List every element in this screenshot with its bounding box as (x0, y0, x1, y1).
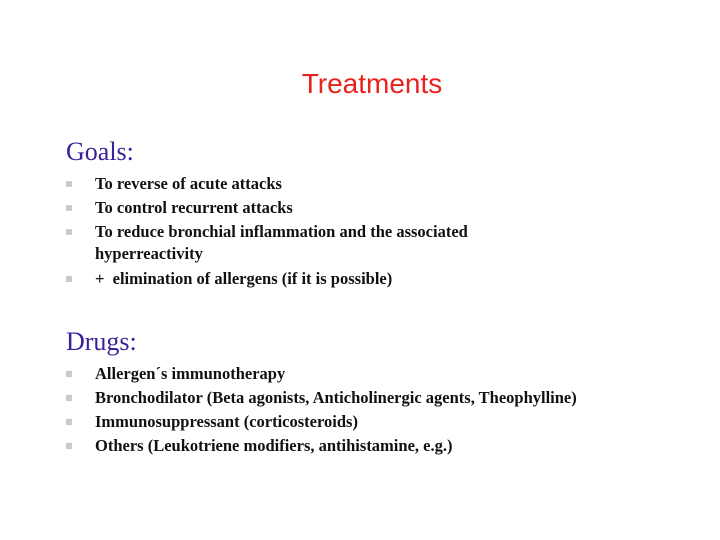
list-item (66, 172, 720, 196)
list-item-text: To reverse of acute attacks (95, 174, 282, 193)
drugs-list (66, 362, 720, 458)
list-item (66, 220, 575, 267)
goals-list (66, 172, 720, 291)
square-bullet-icon (66, 443, 72, 449)
list-item-text: To control recurrent attacks (95, 198, 293, 217)
list-item-text: To reduce bronchial inflammation and the associated hyperreactivity (95, 222, 468, 263)
list-item-text: Immunosuppressant (corticosteroids) (95, 412, 358, 431)
goals-heading: Goals: (66, 137, 134, 166)
square-bullet-icon (66, 276, 72, 282)
list-item-text: Others (Leukotriene modifiers, antihistamine, e.g.) (95, 436, 453, 455)
square-bullet-icon (66, 205, 72, 211)
list-item (66, 386, 720, 410)
list-item-text: Bronchodilator (Beta agonists, Anticholinergic agents, Theophylline) (95, 388, 577, 407)
list-item (66, 434, 720, 458)
list-item (66, 196, 720, 220)
list-item-text: + elimination of allergens (if it is possible) (95, 269, 393, 288)
list-item-text: Allergen´s immunotherapy (95, 364, 286, 383)
drugs-heading: Drugs: (66, 327, 137, 356)
list-item (66, 362, 720, 386)
square-bullet-icon (66, 419, 72, 425)
slide-title: Treatments (301, 68, 443, 99)
square-bullet-icon (66, 395, 72, 401)
list-item (66, 410, 720, 434)
list-item (66, 267, 720, 291)
square-bullet-icon (66, 181, 72, 187)
square-bullet-icon (66, 229, 72, 235)
square-bullet-icon (66, 371, 72, 377)
